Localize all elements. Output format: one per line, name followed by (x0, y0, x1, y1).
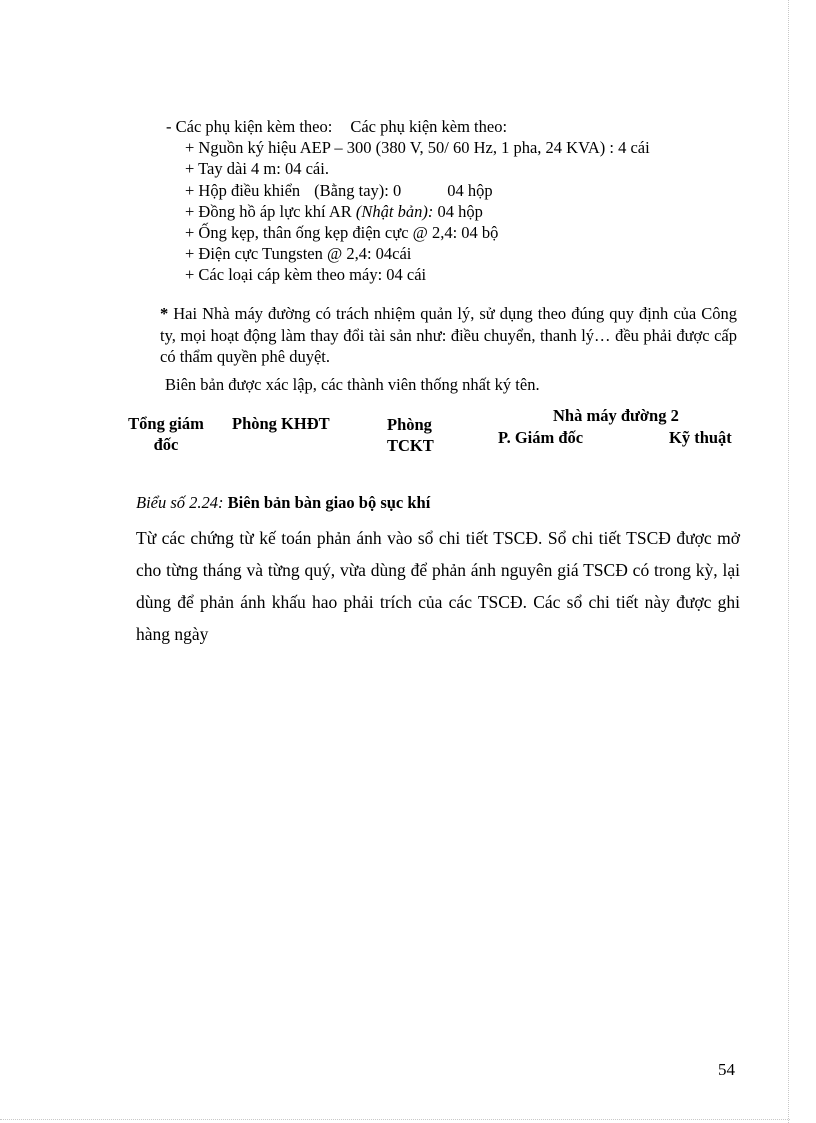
accessory-item-text: + Hộp điều khiển (185, 180, 301, 200)
accessory-item-text: + Ống kẹp, thân ống kẹp điện cực @ 2,4: 04 bộ (185, 223, 499, 243)
accessory-item (166, 222, 650, 243)
page-number: 54 (718, 1060, 735, 1079)
accessory-item-text: 04 hộp (433, 201, 483, 221)
body-paragraph: Từ các chứng từ kế toán phản ánh vào sổ chi tiết TSCĐ. Sổ chi tiết TSCĐ được mở cho từng tháng và từng quý, vừa dùng để phản ánh nguyên giá TSCĐ có trong kỳ, lại dùng để phản ánh khấu hao phải trích của các TSCĐ. Các sổ chi tiết này được ghi hàng ngày (136, 528, 740, 644)
caption-label: Biểu số 2.24: (136, 493, 224, 512)
responsibility-note (160, 303, 737, 368)
note-text: Hai Nhà máy đường có trách nhiệm quản lý, sử dụng theo đúng quy định của Công ty, mọi hoạt động làm thay đổi tài sản như: điều chuyển, thanh lý… đều phải được cấp có thẩm quyền phê duyệt. (160, 304, 737, 366)
note-asterisk: * (160, 304, 169, 323)
signature-label: đốc (153, 435, 179, 454)
accessory-item-origin: (Nhật bản): (355, 201, 434, 221)
accessory-item (166, 201, 650, 222)
accessory-item (166, 180, 650, 201)
signing-statement: Biên bản được xác lập, các thành viên thống nhất ký tên. (165, 375, 540, 394)
accessory-item-text: + Các loại cáp kèm theo máy: 04 cái (185, 265, 427, 285)
accessory-item-text: + Điện cực Tungsten @ 2,4: 04cái (185, 244, 412, 264)
signature-general-director (120, 413, 212, 455)
table-caption (136, 493, 430, 513)
signature-finance-dept (387, 414, 434, 456)
accessory-item (166, 264, 650, 285)
page-border-right (788, 0, 789, 1123)
accessory-item-text: + Nguồn ký hiệu AEP – 300 (380 V, 50/ 60 Hz, 1 pha, 24 KVA) : 4 cái (185, 138, 650, 158)
accessories-heading-repeat: Các phụ kiện kèm theo: (350, 117, 508, 136)
accessory-item-text: (Bằng tay): 0 (314, 180, 402, 200)
accessories-heading-label: - Các phụ kiện kèm theo: (166, 117, 333, 136)
accessory-item (166, 137, 650, 158)
caption-title: Biên bản bàn giao bộ sục khí (223, 493, 431, 512)
signature-deputy-director: P. Giám đốc (498, 428, 584, 447)
accessories-list (166, 116, 650, 286)
signature-technical: Kỹ thuật (669, 428, 732, 447)
page-border-bottom (0, 1119, 790, 1120)
signature-label: Tổng giám (128, 414, 204, 433)
accessories-heading (166, 116, 650, 137)
accessory-item-text: + Đồng hồ áp lực khí AR (185, 201, 356, 221)
signature-factory-heading: Nhà máy đường 2 (553, 406, 679, 425)
accessory-item-text: + Tay dài 4 m: 04 cái. (185, 159, 329, 179)
signature-planning-dept: Phòng KHĐT (232, 414, 330, 433)
signature-label: TCKT (387, 436, 434, 455)
accessory-item (166, 158, 650, 179)
accessory-item (166, 243, 650, 264)
signature-label: Phòng (387, 415, 432, 434)
accessory-item-text: 04 hộp (447, 180, 493, 200)
